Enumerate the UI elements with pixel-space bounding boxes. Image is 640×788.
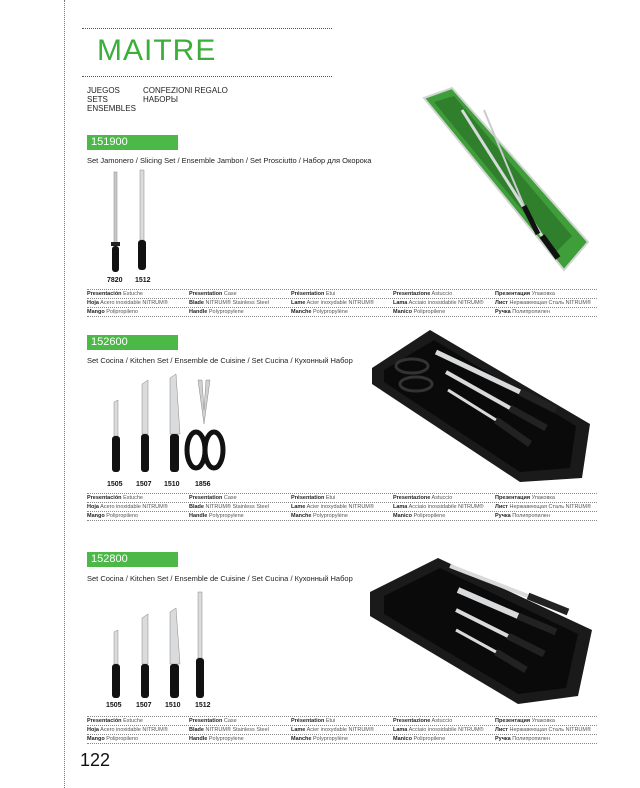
title-rule-top [82,28,332,29]
category-sets: SETS [87,95,108,104]
spec-row-handle: Mango Polipropileno Handle Polypropylene Manche Polypropylène Manico Polipropilene Ручка Полипропилен [87,308,597,317]
steel-guard [111,242,120,246]
kitchen-set-box-photo [370,328,592,484]
item-number: 1512 [195,702,211,709]
spec-row-presentation: Presentación Estuche Presentation Case Présentation Etui Presentazione Astuccio Презентация Упаковка [87,289,597,299]
scissors-handle-left [187,432,205,468]
spec-row-blade: Hoja Acero inoxidable NITRUM® Blade NITRUM® Stainless Steel Lame Acier inoxydable NITRUM® Lama Acciaio inossidabile NITRUM® Лист Нержавеющая Сталь NITRUM® [87,299,597,308]
spec-row-blade: Hoja Acero inoxidable NITRUM® Blade NITRUM® Stainless Steel Lame Acier inoxydable NITRUM® Lama Acciaio inossidabile NITRUM® Лист Нержавеющая Сталь NITRUM® [87,726,597,735]
utility-knife-blade [142,614,148,664]
slicing-set-package-photo [422,86,590,272]
spec-row-blade: Hoja Acero inoxidable NITRUM® Blade NITRUM® Stainless Steel Lame Acier inoxydable NITRUM® Lama Acciaio inossidabile NITRUM® Лист Нержавеющая Сталь NITRUM® [87,503,597,512]
set-name: Set Jamonero / Slicing Set / Ensemble Jambon / Set Prosciutto / Набор для Окорока [87,156,372,165]
item-number: 1512 [135,277,151,284]
item-number: 1505 [106,702,122,709]
kitchen-set-2-box-photo [368,556,594,706]
slicing-knife-handle [196,658,204,698]
item-number: 1507 [136,481,152,488]
spec-row-presentation: Presentación Estuche Presentation Case Présentation Etui Presentazione Astuccio Презентация Упаковка [87,716,597,726]
kitchen-set-2-knives-photo [100,588,220,700]
category-list-right [143,86,228,104]
item-number: 7820 [107,277,123,284]
spec-row-handle: Mango Polipropileno Handle Polypropylene Manche Polypropylène Manico Polipropilene Ручка Полипропилен [87,735,597,744]
scissors-handle-right [205,432,223,468]
kitchen-set-knives-photo [100,370,230,480]
paring-knife-handle [112,664,120,698]
item-number: 1510 [165,702,181,709]
utility-knife-handle [141,434,149,472]
product-code-bar: 152800 [87,552,178,567]
chef-knife-blade [170,608,180,664]
set-name: Set Cocina / Kitchen Set / Ensemble de Cuisine / Set Cucina / Кухонный Набор [87,356,353,365]
spec-table [87,716,597,744]
sharpening-steel-rod [114,172,117,244]
spec-row-handle: Mango Polipropileno Handle Polypropylene Manche Polypropylène Manico Polipropilene Ручка Полипропилен [87,512,597,521]
steel-handle [112,246,119,272]
item-number: 1505 [107,481,123,488]
chef-knife-handle [170,664,179,698]
category-ensembles: ENSEMBLES [87,104,136,113]
product-code-bar: 151900 [87,135,178,150]
paring-knife-blade [114,630,118,664]
title-rule-bottom [82,76,332,77]
set-name: Set Cocina / Kitchen Set / Ensemble de Cuisine / Set Cucina / Кухонный Набор [87,574,353,583]
category-list-left [87,86,136,113]
chef-knife-handle [170,434,179,472]
utility-knife-handle [141,664,149,698]
slicing-knife-blade [140,170,144,240]
slicing-knife-handle [138,240,146,270]
paring-knife-handle [112,436,120,472]
scissors-blades [198,380,210,424]
slicing-knife-blade [198,592,202,658]
item-number: 1507 [136,702,152,709]
item-number: 1510 [164,481,180,488]
spec-table [87,493,597,521]
page-title: MAITRE [97,34,217,67]
spec-row-presentation: Presentación Estuche Presentation Case Présentation Etui Presentazione Astuccio Презентация Упаковка [87,493,597,503]
category-juegos: JUEGOS [87,86,120,95]
chef-knife-blade [170,374,180,434]
paring-knife-blade [114,400,118,436]
category-confezioni: CONFEZIONI REGALO [143,86,228,95]
margin-dotted-line [64,0,65,788]
item-number: 1856 [195,481,211,488]
page-number: 122 [80,750,111,770]
product-code-bar: 152600 [87,335,178,350]
slicing-set-knives-photo [100,164,170,276]
spec-table [87,289,597,317]
category-nabory: НАБОРЫ [143,95,178,104]
utility-knife-blade [142,380,148,434]
